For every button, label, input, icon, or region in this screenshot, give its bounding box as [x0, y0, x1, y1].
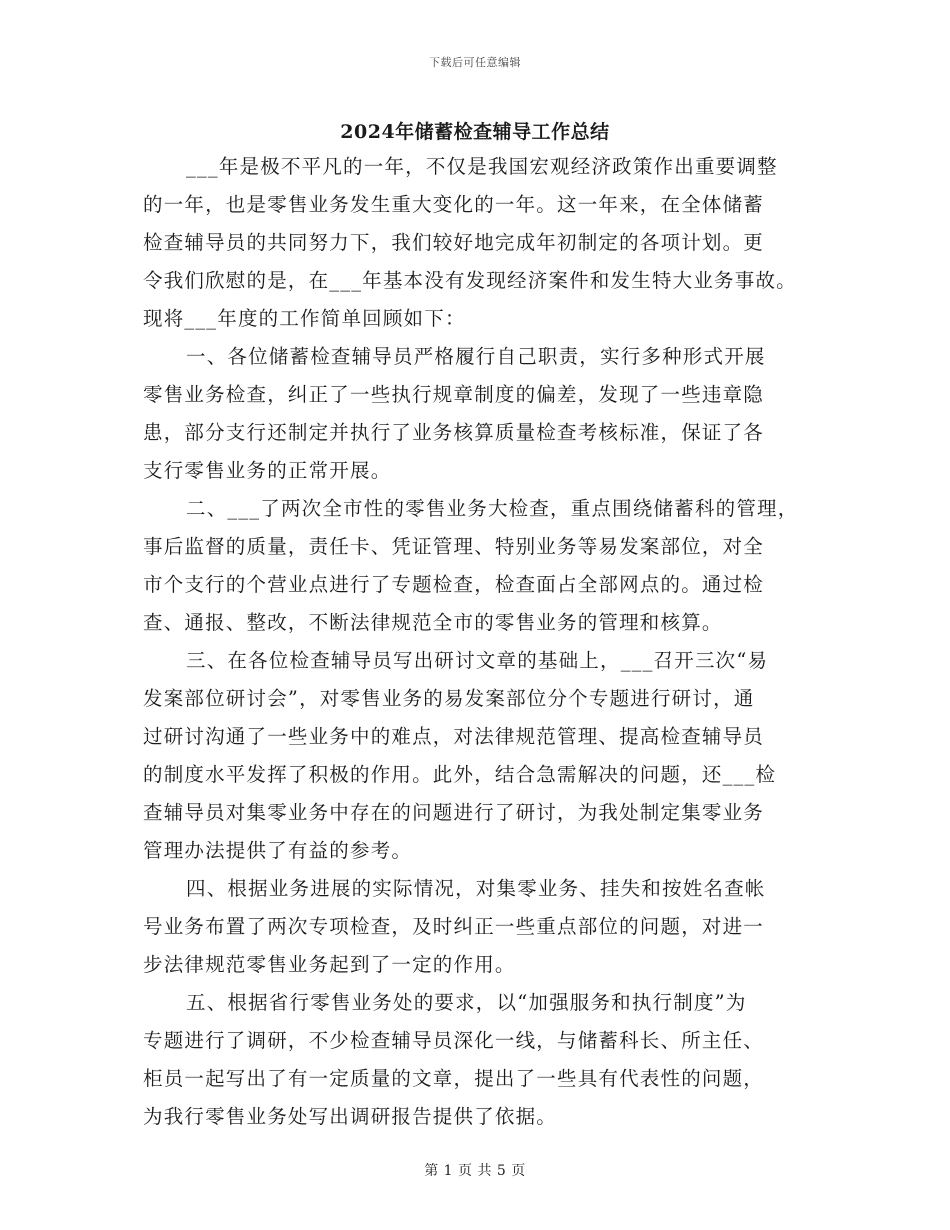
body-line: 二、___了两次全市性的零售业务大检查，重点围绕储蓄科的管理，	[186, 497, 799, 520]
body-line: 步法律规范零售业务起到了一定的作用。	[143, 953, 516, 976]
body-line: 查、通报、整改，不断法律规范全市的零售业务的管理和核算。	[143, 611, 723, 634]
body-line: 过研讨沟通了一些业务中的难点，对法律规范管理、提高检查辅导员	[143, 725, 765, 748]
body-line: ___年是极不平凡的一年，不仅是我国宏观经济政策作出重要调整	[186, 155, 778, 178]
body-line: 号业务布置了两次专项检查，及时纠正一些重点部位的问题，对进一	[143, 915, 765, 938]
body-line: 支行零售业务的正常开展。	[143, 459, 392, 482]
body-line: 的制度水平发挥了积极的作用。此外，结合急需解决的问题，还___检	[143, 763, 777, 786]
page-header: 下载后可任意编辑	[429, 56, 521, 69]
body-line: 五、根据省行零售业务处的要求，以“加强服务和执行制度”为	[186, 991, 747, 1014]
body-line: 零售业务检查，纠正了一些执行规章制度的偏差，发现了一些违章隐	[143, 383, 765, 406]
body-line: 为我行零售业务处写出调研报告提供了依据。	[143, 1105, 558, 1128]
document-title: 2024年储蓄检查辅导工作总结	[340, 121, 610, 143]
body-line: 一、各位储蓄检查辅导员严格履行自己职责，实行多种形式开展	[186, 345, 766, 368]
body-line: 市个支行的个营业点进行了专题检查，检查面占全部网点的。通过检	[143, 573, 765, 596]
body-line: 专题进行了调研，不少检查辅导员深化一线，与储蓄科长、所主任、	[143, 1029, 765, 1052]
body-line: 柜员一起写出了有一定质量的文章，提出了一些具有代表性的问题，	[143, 1067, 765, 1090]
body-line: 令我们欣慰的是，在___年基本没有发现经济案件和发生特大业务事故。	[143, 269, 797, 292]
body-line: 的一年，也是零售业务发生重大变化的一年。这一年来，在全体储蓄	[143, 193, 765, 216]
body-line: 事后监督的质量，责任卡、凭证管理、特别业务等易发案部位，对全	[143, 535, 765, 558]
page-number-footer: 第 1 页 共 5 页	[424, 1163, 526, 1179]
body-line: 管理办法提供了有益的参考。	[143, 839, 413, 862]
body-line: 查辅导员对集零业务中存在的问题进行了研讨，为我处制定集零业务	[143, 801, 765, 824]
document-body	[143, 148, 823, 1136]
body-line: 现将___年度的工作简单回顾如下：	[143, 307, 466, 330]
body-line: 检查辅导员的共同努力下，我们较好地完成年初制定的各项计划。更	[143, 231, 765, 254]
body-line: 四、根据业务进展的实际情况，对集零业务、挂失和按姓名查帐	[186, 877, 766, 900]
body-line: 发案部位研讨会”，对零售业务的易发案部位分个专题进行研讨，通	[143, 687, 755, 710]
body-line: 患，部分支行还制定并执行了业务核算质量检查考核标准，保证了各	[143, 421, 765, 444]
body-line: 三、在各位检查辅导员写出研讨文章的基础上，___召开三次“易	[186, 649, 769, 672]
